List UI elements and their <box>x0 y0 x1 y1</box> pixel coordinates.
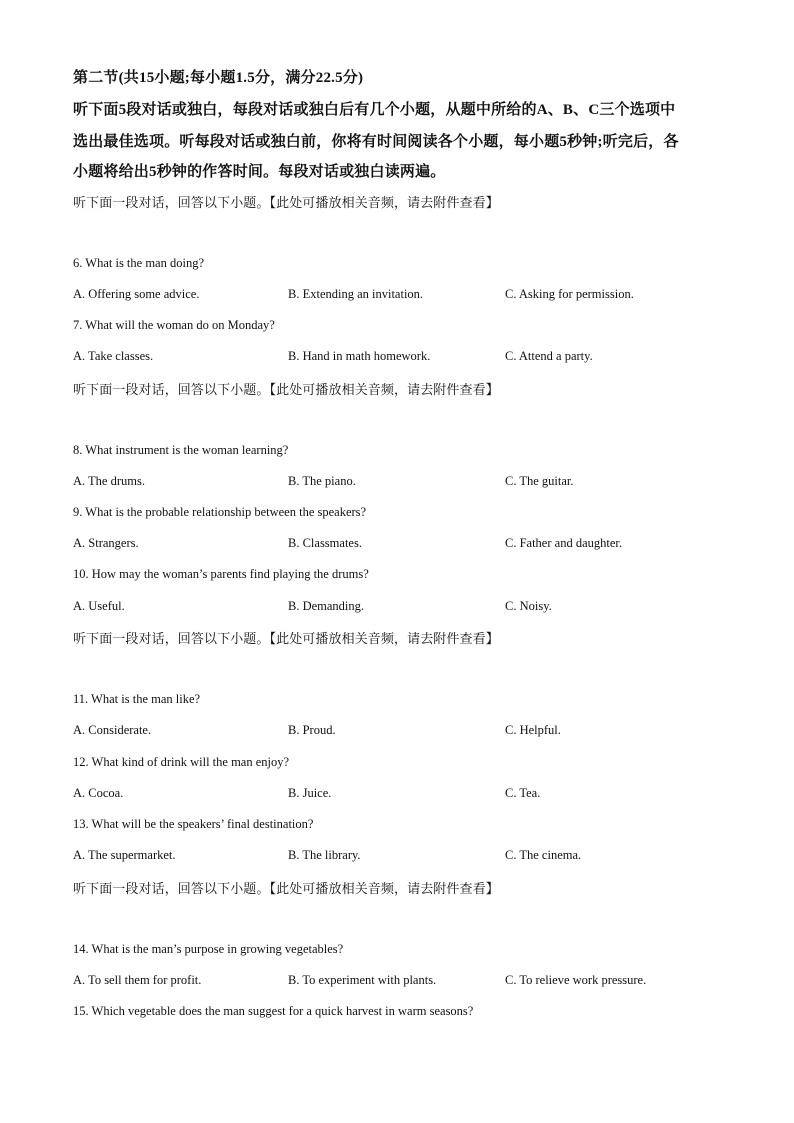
option-c: C. The guitar. <box>505 474 574 488</box>
instruction-line-1: 听下面5段对话或独白，每段对话或独白后有几个小题，从题中所给的A、B、C三个选项中 <box>73 102 676 118</box>
option-b: B. Juice. <box>288 786 332 800</box>
option-c: C. Tea. <box>505 786 541 800</box>
question-6: 6. What is the man doing? <box>73 256 204 270</box>
question-7: 7. What will the woman do on Monday? <box>73 318 275 332</box>
audio-note-4: 听下面一段对话，回答以下小题。【此处可播放相关音频，请去附件查看】 <box>73 881 499 896</box>
instruction-line-3: 小题将给出5秒钟的作答时间。每段对话或独白读两遍。 <box>73 164 446 180</box>
options-11 <box>73 723 773 741</box>
question-13: 13. What will be the speakers’ final destination? <box>73 817 314 831</box>
option-b: B. The piano. <box>288 474 356 488</box>
instruction-line-2: 选出最佳选项。听每段对话或独白前，你将有时间阅读各个小题，每小题5秒钟;听完后，各 <box>73 134 679 150</box>
option-a: A. Offering some advice. <box>73 287 200 301</box>
question-14: 14. What is the man’s purpose in growing vegetables? <box>73 942 344 956</box>
options-9 <box>73 536 773 554</box>
options-7 <box>73 349 773 367</box>
option-a: A. The supermarket. <box>73 848 176 862</box>
option-c: C. Attend a party. <box>505 349 593 363</box>
option-a: A. The drums. <box>73 474 145 488</box>
question-15: 15. Which vegetable does the man suggest for a quick harvest in warm seasons? <box>73 1004 474 1018</box>
options-8 <box>73 474 773 492</box>
option-b: B. Hand in math homework. <box>288 349 431 363</box>
option-b: B. To experiment with plants. <box>288 973 437 987</box>
option-b: B. Extending an invitation. <box>288 287 424 301</box>
options-13 <box>73 848 773 866</box>
section-heading: 第二节(共15小题;每小题1.5分，满分22.5分) <box>73 70 364 86</box>
question-11: 11. What is the man like? <box>73 692 201 706</box>
option-a: A. Strangers. <box>73 536 139 550</box>
option-a: A. Cocoa. <box>73 786 124 800</box>
question-10: 10. How may the woman’s parents find playing the drums? <box>73 567 369 581</box>
options-12 <box>73 786 773 804</box>
option-b: B. The library. <box>288 848 361 862</box>
question-8: 8. What instrument is the woman learning? <box>73 443 289 457</box>
question-9: 9. What is the probable relationship between the speakers? <box>73 505 367 519</box>
option-c: C. To relieve work pressure. <box>505 973 647 987</box>
option-c: C. Helpful. <box>505 723 561 737</box>
option-b: B. Classmates. <box>288 536 362 550</box>
option-b: B. Proud. <box>288 723 336 737</box>
option-a: A. To sell them for profit. <box>73 973 202 987</box>
options-6 <box>73 287 773 305</box>
audio-note-2: 听下面一段对话，回答以下小题。【此处可播放相关音频，请去附件查看】 <box>73 382 499 397</box>
question-12: 12. What kind of drink will the man enjoy? <box>73 755 290 769</box>
option-c: C. Father and daughter. <box>505 536 622 550</box>
option-a: A. Useful. <box>73 599 125 613</box>
options-14 <box>73 973 773 991</box>
option-c: C. Noisy. <box>505 599 552 613</box>
option-b: B. Demanding. <box>288 599 365 613</box>
audio-note-3: 听下面一段对话，回答以下小题。【此处可播放相关音频，请去附件查看】 <box>73 631 499 646</box>
option-c: C. The cinema. <box>505 848 582 862</box>
option-c: C. Asking for permission. <box>505 287 634 301</box>
option-a: A. Considerate. <box>73 723 152 737</box>
audio-note-1: 听下面一段对话，回答以下小题。【此处可播放相关音频，请去附件查看】 <box>73 195 499 210</box>
option-a: A. Take classes. <box>73 349 154 363</box>
options-10 <box>73 599 773 617</box>
